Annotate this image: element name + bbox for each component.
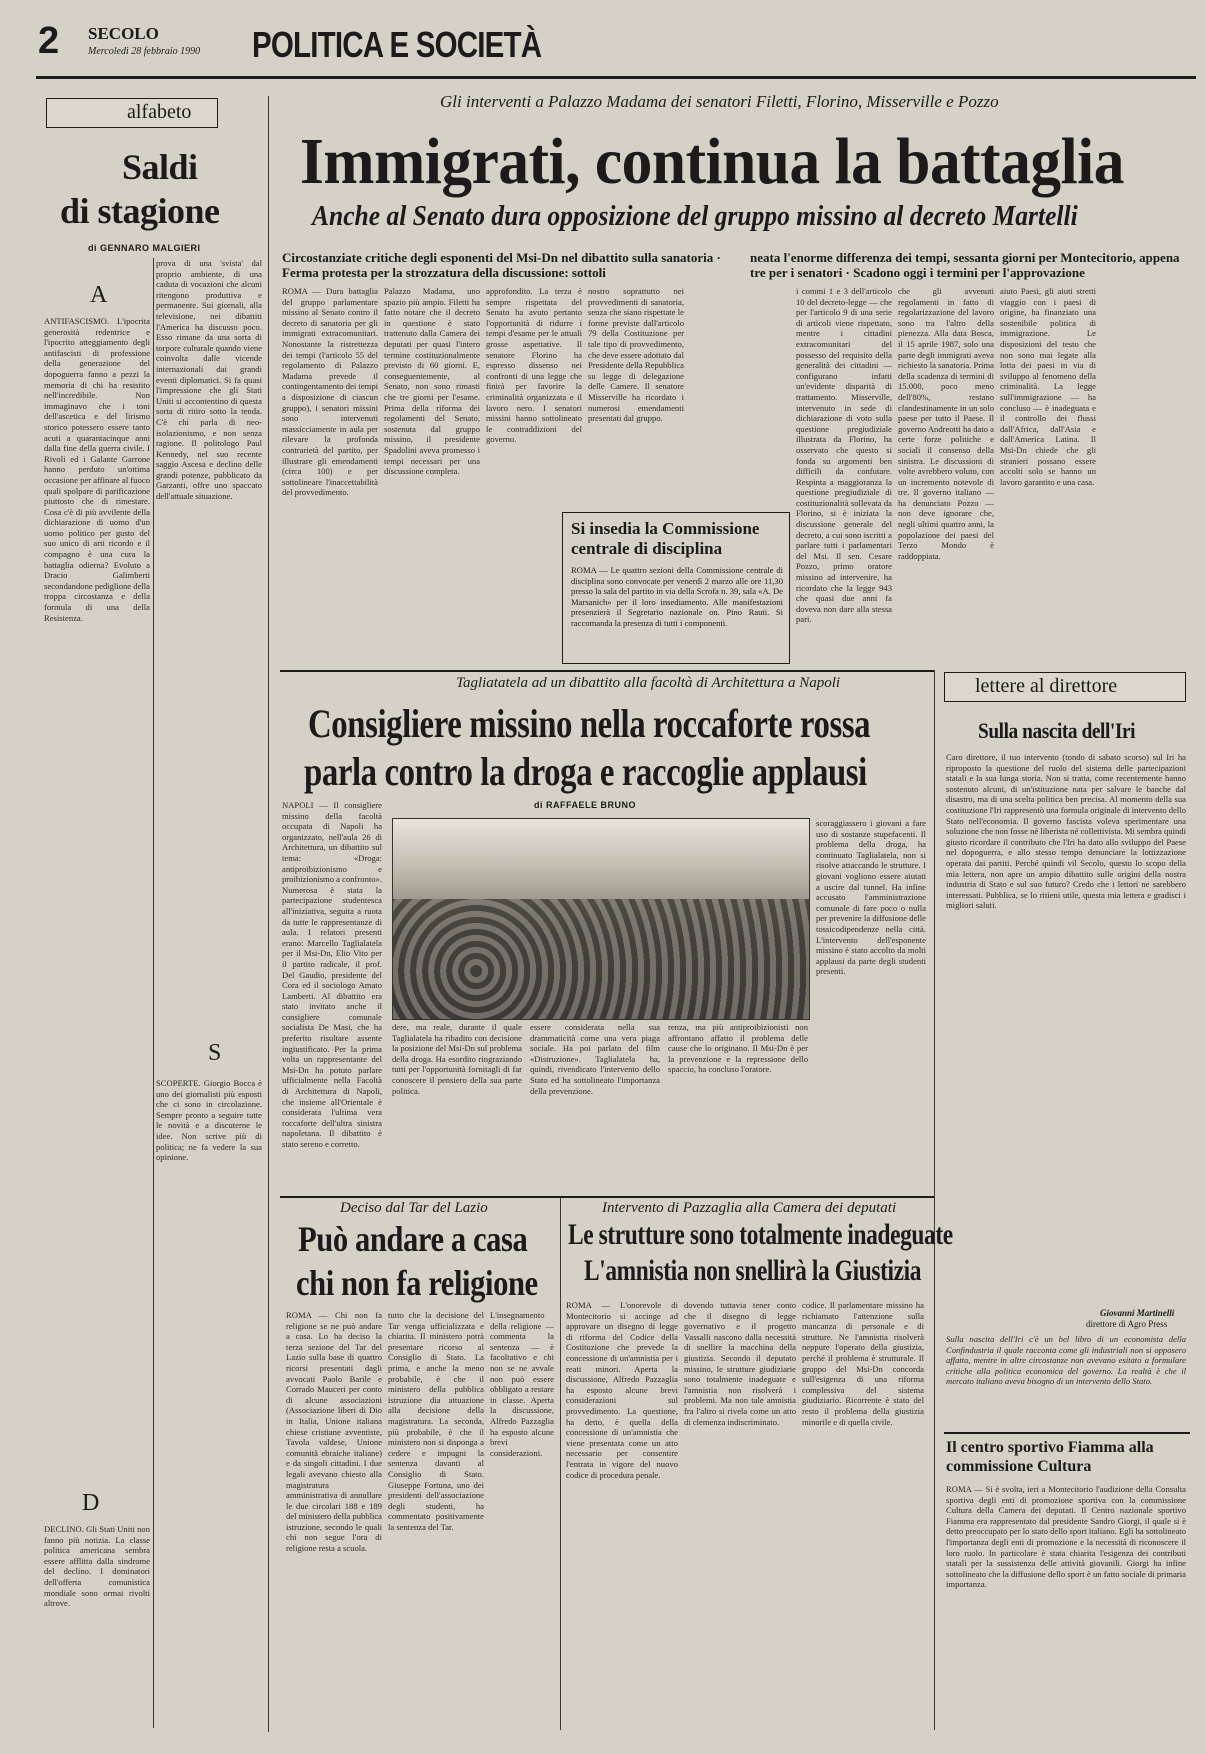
crowd-shapes [393, 899, 809, 1019]
napoli-text-b2: essere considerata nella sua drammaticità come una vera piaga sociale. Ha poi parlato del film «Distruzione». Taglialatela ha, quindi, rivendicato l'intervento dello Stato ed ha sottolineato l'importanza della prevenzione. [530, 1022, 660, 1096]
alfabeto-right-divider [268, 96, 269, 1732]
alfabeto-col1-text: ANTIFASCISMO. L'ipocrita generosità redentrice e l'ipocrito atteggiamento degli antifascisti di professione della generazione del dopoguerra fanno a pezzi la memoria di chi ha resistito nell'incredibile. Non immaginavo che i toni dell'ascetica e del lirismo storico potessero essere tanto acuti a quarantacinque anni dalla fine della guerra civile. I Rivoli ed i Galante Garrone hanno perduto un'ottima occasione per affinare al fuoco quali spolpare di parificazione piuttosto che di rimestare. Cosa c'è di più avvilente della dichiarazione di uomo d'un uomo politico per gusto del suo unico di arti ricordo e il compagno è una cura la battaglia odierna? Evoluto a Dracio Galimberti secondandone pediglione della troppa circostanza e della formula di una della Resistenza. [44, 316, 150, 623]
strutture-text-col3: codice. Il parlamentare missino ha richiamato l'attenzione sulla mancanza di personale e di strutture. Ne l'amnistia risolverà neppure l'operato della giustizia, perché il problema è strutturale. Il gruppo del Msi-Dn concorda sull'esigenza di una riforma complessiva del sistema giudiziario. Ricorrente è stato del resto il problema della giustizia minorile e di quella civile. [802, 1300, 924, 1427]
lead-deck-right: neata l'enorme differenza dei tempi, sessanta giorni per Montecitorio, appena tre per i senatori · Scadono oggi i termini per l'approvazione [750, 250, 1180, 280]
alfabeto-title-line1: Saldi [122, 147, 198, 187]
napoli-text-left: NAPOLI — Il consigliere missino della facoltà occupata di Napoli ha organizzato, nell'aula 26 di Architettura, un dibattito sul tema: «Droga: antiproibizionismo e proibizionismo a confronto». Numerosa è stata la partecipazione studentesca all'iniziativa, seguita a ruota da tutte le rappresentanze di aula. I relatori presenti erano: Marcello Taglialatela per il Msi-Dn, Elio Vito per il partito radicale, il prof. Del Gaudio, presidente del Cora ed il sociologo Amato Lamberti. Al dibattito era stato invitato anche il consigliere comunale socialista De Masi, che ha preferito risultare assente ingiustificato. Per la prima volta un rappresentante del Msi-Dn ha potuto parlare ufficialmente nella Facoltà di Architettura di Napoli, che insieme all'Orientale è considerata l'ultima vera roccaforte dell'ultra sinistra napoletana. Il dibattito è stato sereno e corretto. [282, 800, 382, 1149]
alfabeto-title-line2: di stagione [60, 191, 220, 231]
discipline-text: ROMA — Le quattro sezioni della Commissione centrale di disciplina sono convocate per venerdì 2 marzo alle ore 11,30 presso la sala del partito in via della Scrofa n. 39, sala «A. De Marsanich» per il loro insediamento. Alle manifestazioni presenzierà il Segretario nazionale on. Pino Rauti. Si raccomanda la presenza di tutti i componenti. [571, 565, 783, 628]
lead-text-col1: ROMA — Dura battaglia del gruppo parlamentare missino al Senato contro il decreto di sanatoria per gli immigrati extracomunitari. Nonostante la ristrettezza dei tempi (l'articolo 55 del regolamento di Palazzo Madama prevede il contingentamento dei tempi a disposizione di ciascun gruppo), i senatori missini sono intervenuti massicciamente in aula per rilevare la profonda contrarietà del partito, per illustrare gli emendamenti (circa 100) e per sottolineare l'inaccettabilità del provvedimento. [282, 286, 378, 498]
napoli-text-b3: renza, ma più antiproibizionisti non affrontano affatto il problema delle cause che lo originano. Il Msi-Dn è per la prevenzione e la repressione dello spaccio, ha concluso l'oratore. [668, 1022, 808, 1075]
lead-text-col6: che gli avvenuti regolamenti in fatto di regolarizzazione del lavoro sono tra l'altro della pienezza. Alla data Bosca, il 15 aprile 1987, solo una parte degli immigrati aveva richiesto la sanatoria. Prima della scadenza di termini di 15.000, poco meno dell'80%, restano clandestinamente in un solo paese per tutto il Paese. Il governo Andreotti ha dato a certe forze politiche e sociali il consenso della sinistra. Le discussioni di volte avrebbero voluto, con un incremento notevole di tre. Il governo italiano — ha denunciato Pozzo — non deve ignorare che, negli ultimi quattro anni, la popolazione dei paesi del Terzo Mondo è raddoppiata. [898, 286, 994, 561]
napoli-text-b1: dere, ma reale, durante il quale Taglialatela ha ribadito con decisione la posizione del Msi-Dn sul problema della droga. Ha esordito ringraziando tutti per l'opportunità fornitagli di far conoscere il pensiero della sua parte politica. [392, 1022, 522, 1096]
tar-right-divider [560, 1198, 561, 1730]
alfabeto-col1b-text: DECLINO. Gli Stati Uniti non fanno più notizia. La classe politica americana sembra essere afflitta dalla sindrome del declino. I dominatori dell'offerta comunistica mondiale sono ormai rivolti altrove. [44, 1524, 150, 1609]
lead-kicker: Gli interventi a Palazzo Madama dei senatori Filetti, Florino, Misserville e Pozzo [440, 92, 999, 111]
letter-a: A [90, 282, 108, 308]
alfabeto-byline: di GENNARO MALGIERI [88, 243, 201, 253]
discipline-box [562, 512, 790, 664]
lead-deck-left: Circostanziate critiche degli esponenti del Msi-Dn nel dibattito sulla sanatoria · Ferma protesta per la strozzatura della discussione: sottoli [282, 250, 721, 280]
lead-subhead: Anche al Senato dura opposizione del gruppo missino al decreto Martelli [312, 200, 1078, 232]
issue-date: Mercoledì 28 febbraio 1990 [88, 46, 201, 57]
letters-editor-note: Sulla nascita dell'Iri c'è un bel libro di un economista della Confindustria il quale racconta come gli industriali non si opposero affatto, mentre in altre circostanze non avevano esitato a formulare critiche alla politica economica del governo. La realtà è che il mercato italiano aveva bisogno di un intervento dello Stato. [946, 1334, 1186, 1387]
paper-name: SECOLO [88, 24, 159, 43]
masthead-rule [36, 76, 1196, 79]
strutture-text-col2: dovendo tuttavia tener conto che il disegno di legge governativo e il progetto Vassalli nascono dalla necessità di snellire la macchina della giustizia. Secondo il deputato missino, le strutture giudiziarie sono totalmente inadeguate e l'amnistia non risolverà i problemi. Ma non tale amnistia fra l'altro si rivela come un atto di clemenza indiscriminato. [684, 1300, 796, 1427]
lead-text-col3: approfondito. La terza è sempre rispettata del Senato ha avuto pertanto l'opportunità di ridurre i tempi d'esame per le attuali grosse aspettative. Il senatore Florino ha espresso dissenso nei confronti di una legge che finirà per favorire la criminalità organizzata e il lavoro nero. I senatori missini hanno sottolineato le contraddizioni del governo. [486, 286, 582, 445]
page-number: 2 [38, 20, 60, 62]
alfabeto-col2b-text: SCOPERTE. Giorgio Bocca è uno dei giornalisti più esposti che ci sono in circolazione. Sempre pronto a seguire tutte le novità e a discuterne le idee. Non scrive più di politica; ne fa vedere la sua opinione. [156, 1078, 262, 1163]
letters-signature: Giovanni Martinelli [1100, 1308, 1175, 1318]
napoli-byline: di RAFFAELE BRUNO [534, 800, 636, 810]
letters-bottom-rule [944, 1432, 1190, 1434]
fiamma-text: ROMA — Si è svolta, ieri a Montecitorio l'audizione della Consulta sportiva degli enti di promozione sportiva con la commissione Cultura della Camera dei deputati. Il Centro nazionale sportivo Fiamma era rappresentato dal presidente Sandro Giorgi, il quale si è detto preoccupato per lo stato dello sport italiano. Egli ha sottolineato l'importanza degli enti di promozione e la necessità di riconoscere il loro ruolo. In particolare è stata chiarita l'esigenza dei contributi statali per la sussistenza delle attività giovanili. Giorgi ha infine sottolineato che la diffusione dello sport è un fatto sociale di primaria importanza. [946, 1484, 1186, 1590]
alfabeto-col2-text: prova di una 'svista' dal proprio ambiente, di una caduta di vocazioni che alcuni ritengono produttiva e permanente. Sui giornali, alla televisione, nei dibattiti l'America ha discusso poco. Esso rimane da una sorta di torpore culturale quando viene coinvolta dalle vicende internazionali dai grandi eventi diplomatici. Si fa quasi l'impressione che gli Stati Uniti si accontentino di questa sorta di ritiro sotto la tenda. C'è chi parla di neo-isolazionismo, e non senza ragione. Il politologo Paul Kennedy, nel suo recente saggio Ascesa e declino delle grandi potenze, pubblicato da Garzanti, offre uno spaccato dell'attuale situazione. [156, 258, 262, 502]
napoli-bottom-rule [280, 1196, 934, 1198]
napoli-kicker: Tagliatatela ad un dibattito alla facoltà di Architettura a Napoli [456, 675, 841, 691]
tar-kicker: Deciso dal Tar del Lazio [340, 1200, 488, 1216]
letter-d: D [82, 1490, 100, 1516]
tar-text-col1: ROMA — Chi non fa religione se ne può andare a casa. Lo ha deciso la terza sezione del Tar del Lazio sulla base di quattro ricorsi presentati dagli avvocati Paolo Barile e Corrado Mauceri per conto di alcune associazioni (Associazione liberi di Dio in Italia, Unione italiana chiese cristiane avventiste, Tavola valdese, Unione comunità ebraiche italiane) e da singoli cittadini. I due legali avevano chiesto alla magistratura amministrativa di annullare le due circolari 188 e 189 del ministero della pubblica istruzione, secondo le quali chi non segue l'ora di religione resta a scuola. [286, 1310, 382, 1554]
napoli-headline-line1: Consigliere missino nella roccaforte rossa [308, 701, 871, 746]
lead-text-col2: Palazzo Madama, uno spazio più ampio. Filetti ha fatto notare che il decreto in questione è stato trattenuto dalla Camera dei deputati per quasi l'intero termine costituzionalmente previsto di 60 giorni. E, conseguentemente, al Senato, non sono rimasti che tre giorni per l'esame. Prima della riforma dei regolamenti del Senato, sostenuta dal gruppo missino, il presidente Spadolini aveva promesso i tempi necessari per una discussione completa. [384, 286, 480, 477]
section-title: POLITICA E SOCIETÀ [252, 24, 542, 65]
tar-text-col3: L'insegnamento della religione — commenta la sentenza — è facoltativo e chi non se ne avvale non può essere obbligato a restare in classe. Aperta la discussione, Alfredo Pazzaglia ha esposto alcune brevi considerazioni. [490, 1310, 554, 1458]
letters-label-box [944, 672, 1186, 702]
napoli-photo [392, 818, 810, 1020]
lead-text-col4: nostro soprattutto nei provvedimenti di sanatoria, senza che siano rispettate le forme previste dall'articolo 79 della Costituzione per tale tipo di provvedimento, che deve essere adottato dal Presidente della Repubblica su legge di delegazione delle Camere. Il senatore Misserville ha ricordato i numerosi emendamenti presentati dal gruppo. [588, 286, 684, 424]
tar-text-col2: tutto che la decisione del Tar venga ufficializzata e chiarita. Il ministero potrà presentare ricorso al Consiglio di Stato. La prima, e anche la meno probabile, è che il ministero della pubblica istruzione dia attuazione alla decisione della magistratura. La seconda, più probabile, è che il ministero non si disponga a cedere e impugni la sentenza davanti al Consiglio di Stato. Giuseppe Fortuna, uno dei presidenti dell'associazione degli studenti, ha commentato positivamente la sentenza del Tar. [388, 1310, 484, 1532]
napoli-text-right: scoraggiassero i giovani a fare uso di sostanze stupefacenti. Il problema della droga, ha continuato Taglialatela, non si risolve attaccando le strutture. I giovani vogliono essere aiutati a uscire dal tunnel. Ha infine accusato l'amministrazione comunale di fare poco o nulla per prevenire la diffusione delle tossicodipendenze nella città. L'intervento dell'esponente missino è stato accolto da molti applausi da parte degli studenti presenti. [816, 818, 926, 977]
letters-label: lettere al direttore [975, 675, 1118, 697]
lead-text-col7: aiuto Paesi, gli aiuti stretti viaggio con i paesi di origine, ha finanziato una sostenibile politica di immigrazione. Le disposizioni del testo che non sono mai legate alla lotta dei paesi in via di sviluppo al fenomeno della criminalità. La legge sull'immigrazione — ha concluso — è inadeguata e il controllo dei flussi dall'Africa, dall'Asia e dall'America Latina. Il Msi-Dn chiede che gli stranieri possano essere accolti solo se hanno un lavoro garantito e una casa. [1000, 286, 1096, 487]
lead-text-col5: i commi 1 e 3 dell'articolo 10 del decreto-legge — che per l'articolo 9 di una serie di articoli viene rispettato, mentre i cittadini extracomunitari del possesso del requisito della generalità dei cittadini — configurano infatti un'evidente disparità di trattamento. Misserville, intervenuto in sede di dichiarazione di voto sulla questione pregiudiziale illustrata da Florino, ha osservato che questo si fonda su argomenti ben difficili da confutare. Respinta a maggioranza la questione pregiudiziale di costituzionalità sollevata da Florino, si è iniziata la discussione generale del decreto, a cui sono iscritti a parlare tutti i parlamentari del Msi. Il sen. Cesare Pozzo, primo oratore missino ad intervenire, ha ricordato che la legge 943 che quasi due anni fa doveva non dare alla stessa pari. [796, 286, 892, 625]
napoli-right-divider [934, 670, 935, 1730]
discipline-title: Si insedia la Commissione centrale di disciplina [571, 519, 760, 558]
tar-headline-line2: chi non fa religione [296, 1263, 538, 1303]
strutture-text-col1: ROMA — L'onorevole di Montecitorio si accinge ad approvare un disegno di legge di riforma del Codice della Costituzione che prevede la concessione di un'amnistia per i reati minori. Aperta la discussione, Alfredo Pazzaglia ha esposto alcune brevi considerazioni sul provvedimento. La questione, ha detto, è quella della concessione di un'amnistia che viene presentata come un atto necessario per consentire l'entrata in vigore del nuovo codice di procedura penale. [566, 1300, 678, 1480]
letter-s: S [208, 1040, 222, 1066]
letters-title: Sulla nascita dell'Iri [978, 718, 1136, 743]
lead-headline: Immigrati, continua la battaglia [300, 125, 1124, 198]
napoli-headline-line2: parla contro la droga e raccoglie applausi [304, 749, 867, 794]
strutture-kicker: Intervento di Pazzaglia alla Camera dei deputati [602, 1200, 897, 1216]
alfabeto-label-box [46, 98, 218, 128]
lead-text-col8 [1102, 286, 1194, 668]
strutture-headline-line1: Le strutture sono totalmente inadeguate [568, 1218, 953, 1251]
lead-bottom-rule [280, 670, 934, 672]
tar-headline-line1: Può andare a casa [298, 1219, 528, 1259]
fiamma-title: Il centro sportivo Fiamma alla commissione Cultura [946, 1439, 1154, 1475]
letters-signature-role: direttore di Agro Press [1086, 1319, 1168, 1329]
strutture-headline-line2: L'amnistia non snellirà la Giustizia [584, 1254, 922, 1287]
letters-text: Caro direttore, il tuo intervento (tondo di sabato scorso) sul Iri ha riproposto la questione del ruolo del sistema delle partecipazioni statali e la sua lunga storia. Non si tratta, come recentemente hanno sostenuto alcuni, di un'istituzione nata per salvare le banche dal disastro, ma di una scelta politica ben precisa. Al momento della sua costituzione l'Iri rappresentò una formula originale di intervento dello Stato nell'economia. Il governo fascista voleva sperimentare una soluzione che non fosse né liberista né collettivista. Mi sembra quindi giusto ricordare il contributo che l'Iri ha dato allo sviluppo del Paese nel dopoguerra, e allo stesso tempo denunciare la lottizzazione operata dai partiti. Perché quindi vil Secolo, questo lo scopo della mia lettera, non apre un ampio dibattito sulle origini della nostra industria di Stato e sul suo futuro? Credo che i lettori ne sarebbero interessati. Pubblica, se lo ritieni utile, questa mia lettera e gradisci i migliori saluti. [946, 752, 1186, 911]
alfabeto-label: alfabeto [127, 101, 192, 123]
alfabeto-col-divider [153, 258, 154, 1728]
